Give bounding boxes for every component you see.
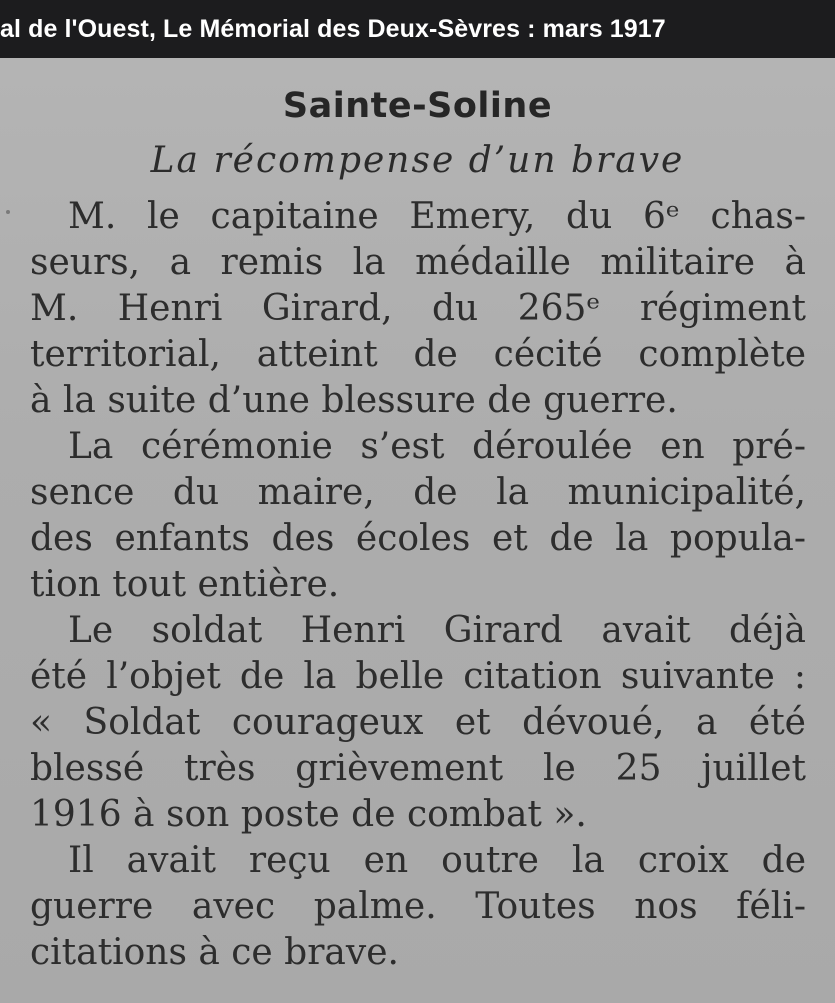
article-line: 1916 à son poste de combat ».: [30, 794, 587, 835]
print-speck: [6, 210, 10, 214]
article-headline: Sainte-Soline: [282, 86, 553, 126]
newspaper-clipping: [0, 58, 835, 1003]
article-line: guerre avec palme. Toutes nos féli-: [30, 886, 806, 927]
article-line: M. Henri Girard, du 265ᵉ régiment: [30, 288, 806, 329]
article-line: Il avait reçu en outre la croix de: [68, 840, 806, 881]
article-line: sence du maire, de la municipalité,: [30, 472, 806, 513]
article-line: citations à ce brave.: [30, 932, 399, 973]
article-line: tion tout entière.: [30, 564, 340, 605]
article-line: La cérémonie s’est déroulée en pré-: [68, 426, 806, 467]
article-line: à la suite d’une blessure de guerre.: [30, 380, 678, 421]
article-line: Le soldat Henri Girard avait déjà: [68, 610, 806, 651]
article-line: blessé très grièvement le 25 juillet: [30, 748, 806, 789]
article-line: été l’objet de la belle citation suivante :: [30, 656, 806, 697]
article-line: « Soldat courageux et dévoué, a été: [30, 702, 806, 743]
article-line: des enfants des écoles et de la popula-: [30, 518, 806, 559]
article-line: territorial, atteint de cécité complète: [30, 334, 806, 375]
article-line: seurs, a remis la médaille militaire à: [30, 242, 806, 283]
article-line: M. le capitaine Emery, du 6ᵉ chas-: [68, 196, 806, 237]
header-title: al de l'Ouest, Le Mémorial des Deux-Sèvres : mars 1917: [0, 15, 666, 43]
article-subheadline: La récompense d’un brave: [150, 140, 685, 181]
header-bar: [0, 0, 835, 58]
